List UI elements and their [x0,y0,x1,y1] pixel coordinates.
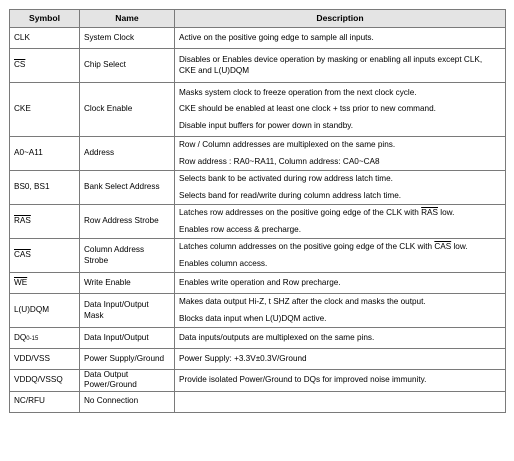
table-row [10,49,506,83]
description-line: Selects band for read/write during column address latch time. [179,190,402,200]
symbol-cell [10,83,80,137]
pin-symbol: NC/RFU [14,396,45,406]
pin-symbol: $\overline{WE}$ [14,277,28,287]
description-cell [175,49,506,83]
name-cell: Power Supply/Ground [80,349,175,370]
description-line: Makes data output Hi-Z, t SHZ after the clock and masks the output. [179,297,426,307]
name-cell: Column Address Strobe [80,239,175,273]
name-cell: System Clock [80,28,175,49]
description-cell [175,370,506,392]
symbol-cell [10,294,80,328]
table-body [10,28,506,413]
symbol-cell [10,370,80,392]
symbol-header: Symbol [10,10,80,28]
name-cell: Clock Enable [80,83,175,137]
description-cell [175,137,506,171]
symbol-cell [10,137,80,171]
symbol-cell [10,273,80,294]
pin-symbol: A0~A11 [14,148,43,158]
description-line: Enables row access & precharge. [179,224,301,234]
description-line: Selects bank to be activated during row address latch time. [179,174,393,184]
description-header: Description [175,10,506,28]
name-cell: No Connection [80,391,175,412]
table-row [10,349,506,370]
pin-symbol: VDD/VSS [14,353,50,363]
table-row [10,370,506,392]
description-line: Disables or Enables device operation by masking or enabling all inputs except CLK, CKE and L(U)DQM [179,55,483,75]
pin-symbol: BS0, BS1 [14,182,50,192]
description-line: Masks system clock to freeze operation from the next clock cycle. [179,88,417,98]
name-cell: Data Input/Output [80,328,175,349]
overlined-signal: $\overline{CAS}$ [434,242,452,252]
name-cell: Data Input/Output Mask [80,294,175,328]
name-cell: Write Enable [80,273,175,294]
symbol-cell [10,328,80,349]
pin-description-table [9,9,506,413]
description-cell [175,83,506,137]
name-cell: Row Address Strobe [80,205,175,239]
description-line: Disable input buffers for power down in standby. [179,120,354,130]
description-line: Enables write operation and Row precharge. [179,277,341,287]
symbol-cell [10,349,80,370]
table-row [10,391,506,412]
description-line: Power Supply: +3.3V±0.3V/Ground [179,353,307,363]
pin-symbol: $\overline{CS}$ [14,60,26,70]
symbol-cell [10,28,80,49]
description-cell [175,28,506,49]
table-row [10,83,506,137]
name-cell: Bank Select Address [80,171,175,205]
symbol-cell [10,171,80,205]
pin-symbol: CLK [14,32,30,42]
description-cell [175,294,506,328]
pin-symbol: $\overline{RAS}$ [14,216,31,226]
description-line: Enables column access. [179,258,268,268]
table-row [10,328,506,349]
description-line: Data inputs/outputs are multiplexed on the same pins. [179,332,375,342]
description-cell [175,273,506,294]
table-row [10,294,506,328]
name-cell: Data Output Power/Ground [80,370,175,392]
name-header: Name [80,10,175,28]
symbol-cell [10,205,80,239]
description-cell [175,171,506,205]
symbol-cell [10,239,80,273]
description-line: Blocks data input when L(U)DQM active. [179,313,327,323]
description-line: CKE should be enabled at least one clock + tss prior to new command. [179,104,436,114]
description-line: Latches column addresses on the positive going edge of the CLK with $\overline{CAS}$ low. [179,242,468,252]
name-cell: Address [80,137,175,171]
symbol-cell [10,391,80,412]
name-cell: Chip Select [80,49,175,83]
description-cell [175,349,506,370]
table-row [10,273,506,294]
description-line: Provide isolated Power/Ground to DQs for improved noise immunity. [179,375,427,385]
pin-symbol: CKE [14,104,31,114]
pin-symbol: VDDQ/VSSQ [14,375,63,385]
description-cell [175,391,506,412]
table-row [10,171,506,205]
pin-symbol: L(U)DQM [14,305,50,315]
description-cell [175,239,506,273]
table-row [10,28,506,49]
table-header-row [10,10,506,28]
description-line: Row / Column addresses are multiplexed on the same pins. [179,140,396,150]
description-cell [175,328,506,349]
description-line: Active on the positive going edge to sample all inputs. [179,32,374,42]
table-row [10,239,506,273]
table-row [10,137,506,171]
description-line: Row address : RA0~RA11, Column address: CA0~CA8 [179,156,380,166]
pin-symbol: DQ [14,332,27,342]
table-row [10,205,506,239]
overlined-signal: $\overline{RAS}$ [421,208,438,218]
pin-symbol-subscript: 0-15 [26,335,39,342]
description-cell [175,205,506,239]
description-line [179,399,501,405]
symbol-cell [10,49,80,83]
pin-symbol: $\overline{CAS}$ [14,250,31,260]
description-line: Latches row addresses on the positive going edge of the CLK with $\overline{RAS}$ low. [179,208,455,218]
